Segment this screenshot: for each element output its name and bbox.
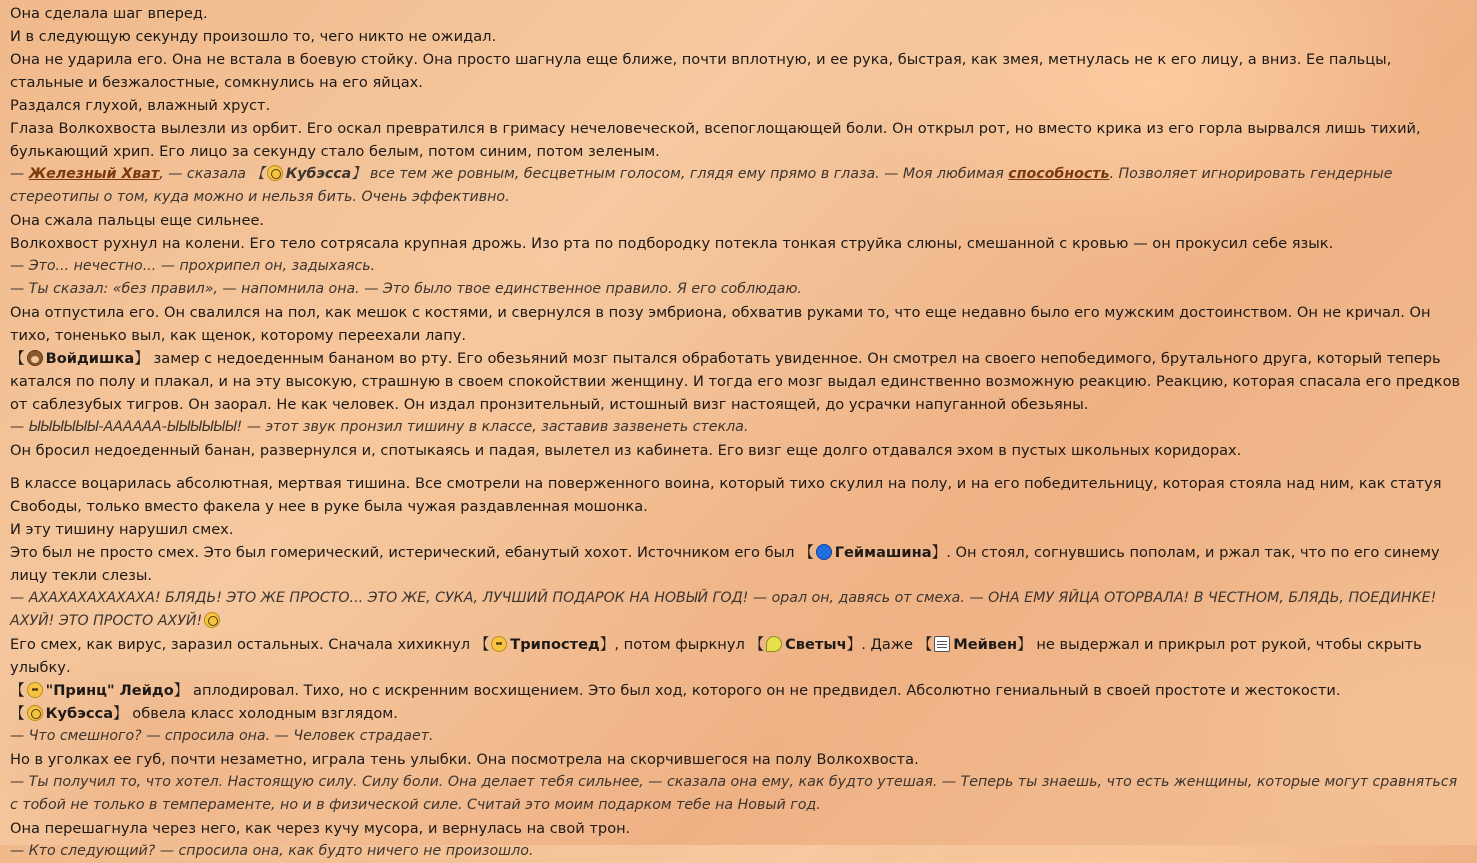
- paragraph: Волкохвост рухнул на колени. Его тело сотрясала крупная дрожь. Изо рта по подбородку потекла тонкая струйка слюны, смешанной с кровью — он прокусил себе язык.: [10, 235, 1334, 252]
- spiral-eyes-face-icon: [267, 165, 283, 181]
- character-tag-meiven: 【 Мейвен】: [917, 636, 1032, 653]
- ability-link-iron-grip[interactable]: Железный Хват: [28, 166, 160, 182]
- lemon-icon: [766, 636, 782, 652]
- thinking-face-icon: [491, 636, 507, 652]
- character-tag-tripposted: 【 Трипостед】: [474, 636, 615, 653]
- character-name: Войдишка: [45, 350, 135, 367]
- dialogue-line: — Ты сказал: «без правил», — напомнила она. — Это было твое единственное правило. Я его соблюдаю.: [10, 281, 802, 297]
- text-segment: — АХАХАХАХАХАХА! БЛЯДЬ! ЭТО ЖЕ ПРОСТО... ЭТО ЖЕ, СУКА, ЛУЧШИЙ ПОДАРОК НА НОВЫЙ ГОД! — орал он, давясь от смеха. — ОНА ЕМУ ЯЙЦА ОТОРВАЛА! В ЧЕСТНОМ, БЛЯДЬ, ПОЕДИНКЕ! АХУЙ! ЭТО ПРОСТО АХУЙ!: [10, 590, 1437, 629]
- paragraph: [10, 541, 1467, 587]
- paragraph: Но в уголках ее губ, почти незаметно, играла тень улыбки. Она посмотрела на скорчившегося на полу Волкохвоста.: [10, 751, 919, 768]
- text-segment: . Он стоял, согнувшись пополам, и ржал так, что по его синему лицу текли слезы.: [10, 544, 1440, 584]
- dialogue-line: — Это... нечестно... — прохрипел он, задыхаясь.: [10, 258, 376, 274]
- monkey-face-icon: [27, 350, 43, 366]
- ability-link[interactable]: способность: [1008, 166, 1110, 182]
- text-segment: замер с недоеденным бананом во рту. Его обезьяний мозг пытался обработать увиденное. Он смотрел на своего непобедимого, брутального друга, который теперь катался по полу и плакал, и на эту высокую, страшную в своем спокойствии женщину. И тогда его мозг выдал единственно возможную реакцию. Реакцию, которая спасала его предков от саблезубых тигров. Он заорал. Не как человек. Он издал пронзительный, истошный визг настоящей, до усрачки напуганной обезьяны.: [10, 350, 1461, 413]
- character-tag-svetych: 【 Светыч】: [749, 636, 862, 653]
- paragraph: Она сжала пальцы еще сильнее.: [10, 212, 265, 229]
- character-name: Мейвен: [953, 636, 1018, 653]
- paragraph: И в следующую секунду произошло то, чего никто не ожидал.: [10, 28, 497, 45]
- paragraph: Она отпустила его. Он свалился на пол, как мешок с костями, и свернулся в позу эмбриона, обхватив руками то, что еще недавно было его мужским достоинством. Он не кричал. Он тихо, тоненько выл, как щенок, которому переехали лапу.: [10, 304, 1431, 344]
- paragraph: [10, 347, 1467, 416]
- paragraph: [10, 702, 1467, 725]
- paragraph: Глаза Волкохвоста вылезли из орбит. Его оскал превратился в гримасу нечеловеческой, всепоглощающей боли. Он открыл рот, но вместо крика из его горла вырвался лишь тихий, булькающий хрип. Его лицо за секунду стало белым, потом синим, потом зеленым.: [10, 120, 1421, 160]
- character-name: Трипостед: [510, 636, 600, 653]
- paragraph: Она перешагнула через него, как через кучу мусора, и вернулась на свой трон.: [10, 820, 631, 837]
- smiling-face-icon: [27, 682, 43, 698]
- dialogue-line: — Ты получил то, что хотел. Настоящую силу. Силу боли. Она делает тебя сильнее, — сказала она ему, как будто утешая. — Теперь ты знаешь, что есть женщины, которые могут сравняться с тобой не только в темпераменте, но и в физической силе. Считай это моим подарком тебе на Новый год.: [10, 774, 1458, 813]
- paragraph: Он бросил недоеденный банан, развернулся и, спотыкаясь и падая, вылетел из кабинета. Его визг еще долго отдавался эхом в пустых школьных коридорах.: [10, 442, 1242, 459]
- text-segment: аплодировал. Тихо, но с искренним восхищением. Это был ход, которого он не предвидел. Абсолютно гениальный в своей простоте и жестокости.: [188, 682, 1341, 699]
- paragraph: В классе воцарилась абсолютная, мертвая тишина. Все смотрели на поверженного воина, который тихо скулил на полу, и на его победительницу, которая стояла над ним, как статуя Свободы, только вместо факела у нее в руке была чужая раздавленная мошонка.: [10, 475, 1442, 515]
- notepad-icon: [934, 636, 950, 652]
- spiral-eyes-face-icon: [204, 612, 220, 628]
- character-name: Светыч: [785, 636, 847, 653]
- dialogue-line: [10, 587, 1467, 633]
- character-tag-kubessa: 【 Кубэсса】: [250, 166, 366, 182]
- dialogue-line: — Кто следующий? — спросила она, как будто ничего не произошло.: [10, 843, 534, 859]
- character-tag-geimashina: 【 Геймашина】: [799, 544, 947, 561]
- dialogue-line: — Что смешного? — спросила она. — Человек страдает.: [10, 728, 434, 744]
- text-segment: Его смех, как вирус, заразил остальных. Сначала хихикнул: [10, 636, 475, 653]
- text-segment: . Даже: [861, 636, 918, 653]
- paragraph-gap: [10, 462, 1467, 472]
- character-tag-voidishka: 【 Войдишка】: [10, 350, 149, 367]
- paragraph: И эту тишину нарушил смех.: [10, 521, 234, 538]
- text-segment: . Позволяет игнорировать гендерные стереотипы о том, куда можно и нельзя бить. Очень эффективно.: [10, 166, 1393, 205]
- blue-circle-icon: [816, 544, 832, 560]
- text-segment: не выдержал и прикрыл рот рукой, чтобы скрыть улыбку.: [10, 636, 1422, 676]
- dialogue-line: [10, 163, 1467, 209]
- text-segment: —: [10, 166, 29, 182]
- character-tag-leido: 【 "Принц" Лейдо】: [10, 682, 189, 699]
- dialogue-line: — ЫЫЫЫЫЫ-АААААА-ЫЫЫЫЫЫ! — этот звук пронзил тишину в классе, заставив зазвенеть стекла.: [10, 419, 749, 435]
- text-segment: Это был не просто смех. Это был гомерический, истерический, ебанутый хохот. Источником его был: [10, 544, 800, 561]
- spiral-eyes-face-icon: [27, 705, 43, 721]
- text-segment: , — сказала: [159, 166, 251, 182]
- paragraph: [10, 633, 1467, 679]
- text-segment: обвела класс холодным взглядом.: [127, 705, 398, 722]
- paragraph: Она сделала шаг вперед.: [10, 5, 208, 22]
- character-name: Геймашина: [834, 544, 932, 561]
- text-segment: , потом фыркнул: [614, 636, 750, 653]
- character-name: "Принц" Лейдо: [45, 682, 174, 699]
- character-name: Кубэсса: [285, 166, 352, 182]
- paragraph: Раздался глухой, влажный хруст.: [10, 97, 271, 114]
- character-tag-kubessa: 【 Кубэсса】: [10, 705, 128, 722]
- text-segment: все тем же ровным, бесцветным голосом, глядя ему прямо в глаза. — Моя любимая: [365, 166, 1009, 182]
- paragraph: [10, 679, 1467, 702]
- paragraph: Она не ударила его. Она не встала в боевую стойку. Она просто шагнула еще ближе, почти вплотную, и ее рука, быстрая, как змея, метнулась не к его лицу, а вниз. Ее пальцы, стальные и безжалостные, сомкнулись на его яйцах.: [10, 51, 1392, 91]
- character-name: Кубэсса: [45, 705, 114, 722]
